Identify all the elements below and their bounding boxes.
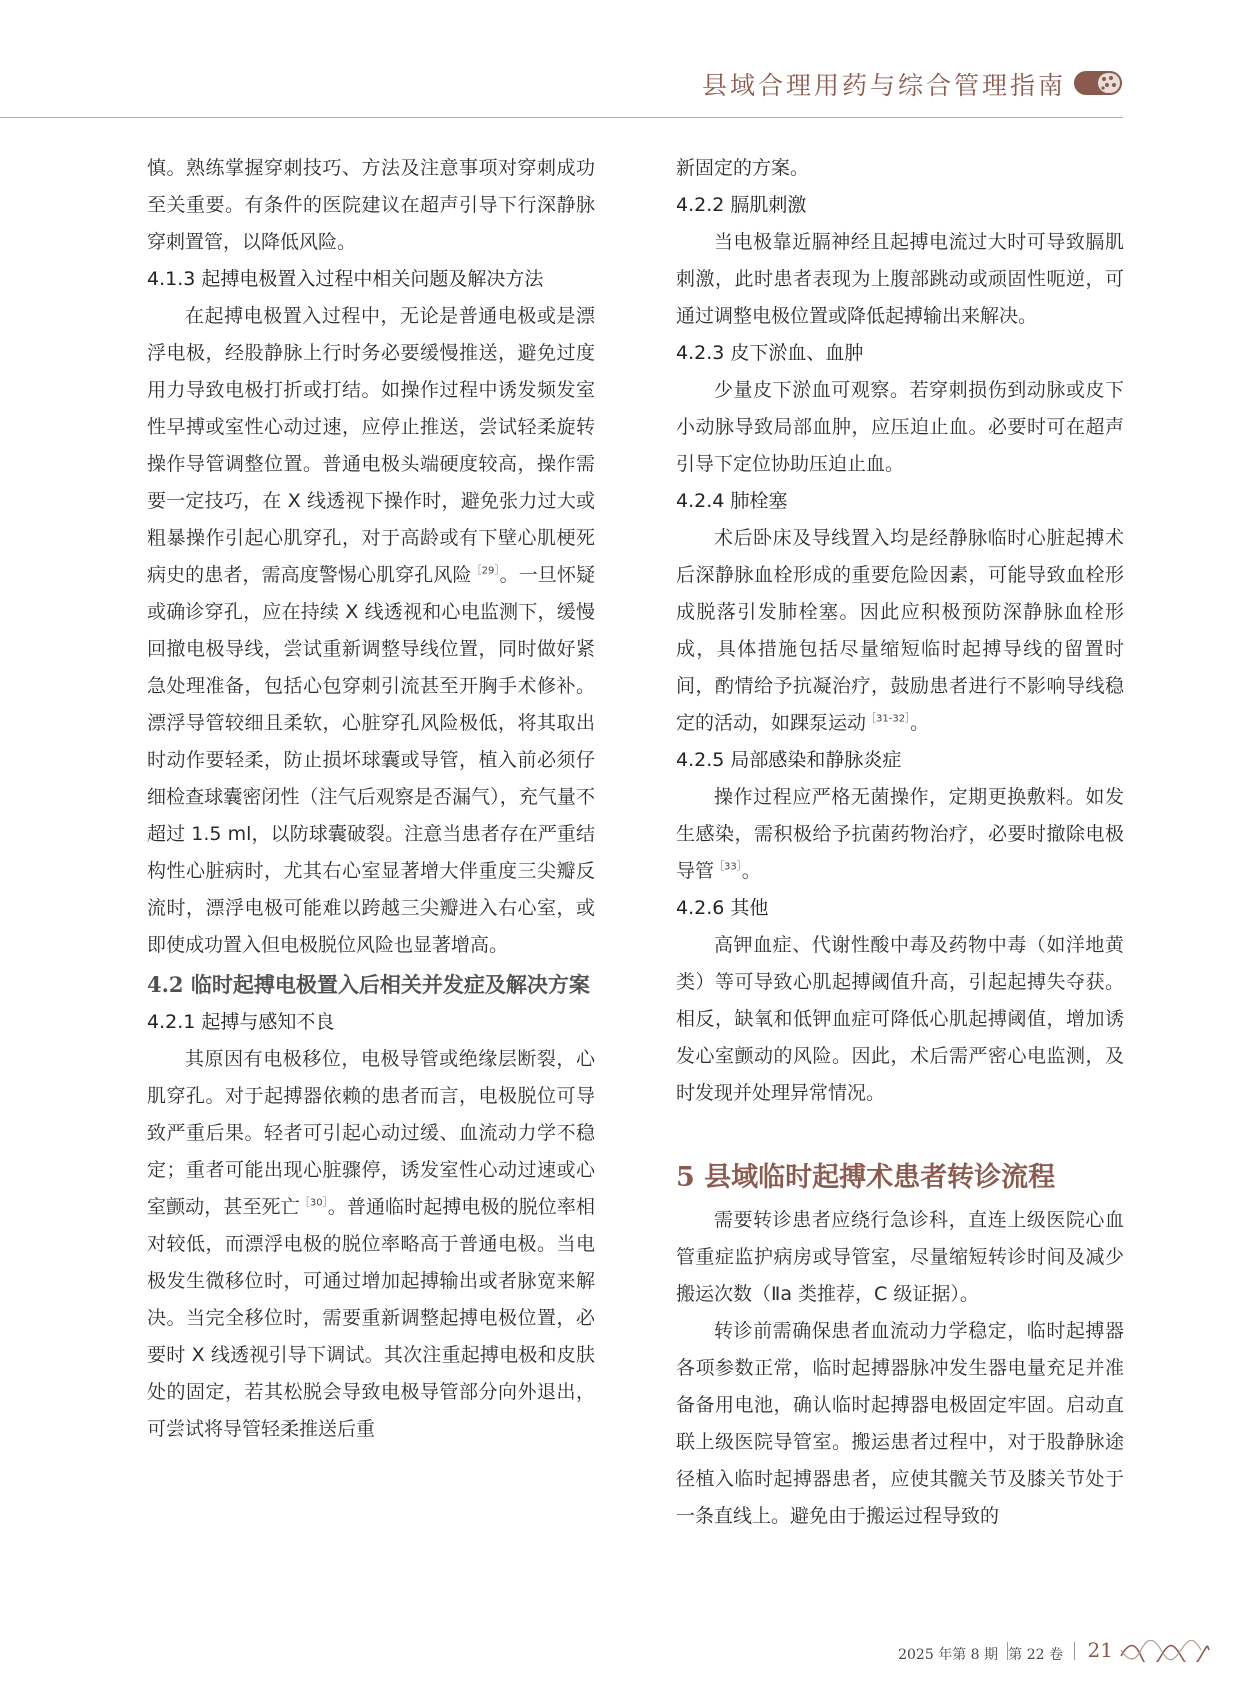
- issue-number: 2025 年第 8 期: [898, 1647, 998, 1663]
- pill-icon: [1073, 68, 1123, 98]
- section-heading-4-2-6: 4.2.6 其他: [676, 897, 769, 919]
- page-number: 21: [1087, 1638, 1113, 1662]
- paragraph: 需要转诊患者应绕行急诊科，直连上级医院心血管重症监护病房或导管室，尽量缩短转诊时间及减少搬运次数（Ⅱa 类推荐，C 级证据）。: [676, 1209, 1124, 1305]
- page-footer: [0, 1638, 1241, 1668]
- citation: ［31-32］: [866, 713, 911, 725]
- citation: ［33］: [714, 861, 742, 873]
- paragraph: 高钾血症、代谢性酸中毒及药物中毒（如洋地黄类）等可导致心肌起搏阈值升高，引起起搏失夺获。相反，缺氧和低钾血症可降低心肌起搏阈值，增加诱发心室颤动的风险。因此，术后需严密心电监测，及时发现并处理异常情况。: [676, 934, 1124, 1104]
- paragraph: 新固定的方案。: [676, 157, 810, 179]
- paragraph: 当电极靠近膈神经且起搏电流过大时可导致膈肌刺激，此时患者表现为上腹部跳动或顽固性呃逆，可通过调整电极位置或降低起搏输出来解决。: [676, 231, 1124, 327]
- paragraph: 少量皮下淤血可观察。若穿刺损伤到动脉或皮下小动脉导致局部血肿，应压迫止血。必要时可在超声引导下定位协助压迫止血。: [676, 379, 1124, 475]
- paragraph: 转诊前需确保患者血流动力学稳定，临时起搏器各项参数正常，临时起搏器脉冲发生器电量充足并准备备用电池，确认临时起搏器电极固定牢固。启动直联上级医院导管室。搬运患者过程中，对于股静脉途径植入临时起搏器患者，应使其髋关节及膝关节处于一条直线上。避免由于搬运过程导致的: [676, 1320, 1124, 1527]
- left-column: [147, 150, 595, 1448]
- section-heading-4-1-3: 4.1.3 起搏电极置入过程中相关问题及解决方法: [147, 268, 544, 290]
- section-heading-4-2-5: 4.2.5 局部感染和静脉炎症: [676, 749, 902, 771]
- journal-section-title: 县域合理用药与综合管理指南: [701, 71, 1066, 100]
- paragraph: 术后卧床及导线置入均是经静脉临时心脏起搏术后深静脉血栓形成的重要危险因素，可能导致血栓形成脱落引发肺栓塞。因此应积极预防深静脉血栓形成，具体措施包括尽量缩短临时起搏导线的留置时间，酌情给予抗凝治疗，鼓励患者进行不影响导线稳定的活动，如踝泵运动$^{[31-32]}$。: [676, 527, 1124, 734]
- section-heading-4-2: 4.2 临时起搏电极置入后相关并发症及解决方案: [147, 972, 590, 997]
- paragraph: 其原因有电极移位，电极导管或绝缘层断裂，心肌穿孔。对于起搏器依赖的患者而言，电极脱位可导致严重后果。轻者可引起心动过缓、血流动力学不稳定；重者可能出现心脏骤停，诱发室性心动过速或心室颤动，甚至死亡$^{[30]}$。普通临时起搏电极的脱位率相对较低，而漂浮电极的脱位率略高于普通电极。当电极发生微移位时，可通过增加起搏输出或者脉宽来解决。当完全移位时，需要重新调整起搏电极位置，必要时 X 线透视引导下调试。其次注重起搏电极和皮肤处的固定，若其松脱会导致电极导管部分向外退出，可尝试将导管轻柔推送后重: [147, 1048, 595, 1440]
- citation: ［30］: [299, 1197, 328, 1209]
- section-heading-4-2-1: 4.2.1 起搏与感知不良: [147, 1011, 335, 1033]
- citation: ［29］: [471, 565, 500, 577]
- right-column: [676, 150, 1124, 1535]
- paragraph: 慎。熟练掌握穿刺技巧、方法及注意事项对穿刺成功至关重要。有条件的医院建议在超声引导下行深静脉穿刺置管，以降低风险。: [147, 157, 595, 253]
- running-header: [0, 0, 1241, 120]
- volume-number: 第 22 卷: [1008, 1647, 1063, 1663]
- footer-divider: [1074, 1642, 1075, 1660]
- paragraph: 在起搏电极置入过程中，无论是普通电极或是漂浮电极，经股静脉上行时务必要缓慢推送，避免过度用力导致电极打折或打结。如操作过程中诱发频发室性早搏或室性心动过速，应停止推送，尝试轻柔旋转操作导管调整位置。普通电极头端硬度较高，操作需要一定技巧，在 X 线透视下操作时，避免张力过大或粗暴操作引起心肌穿孔，对于高龄或有下壁心肌梗死病史的患者，需高度警惕心肌穿孔风险$^{[29]}$。一旦怀疑或确诊穿孔，应在持续 X 线透视和心电监测下，缓慢回撤电极导线，尝试重新调整导线位置，同时做好紧急处理准备，包括心包穿刺引流甚至开胸手术修补。漂浮导管较细且柔软，心脏穿孔风险极低，将其取出时动作要轻柔，防止损坏球囊或导管，植入前必须仔细检查球囊密闭性（注气后观察是否漏气），充气量不超过 1.5 ml，以防球囊破裂。注意当患者存在严重结构性心脏病时，尤其右心室显著增大伴重度三尖瓣反流时，漂浮电极可能难以跨越三尖瓣进入右心室，或即使成功置入但电极脱位风险也显著增高。: [147, 305, 595, 956]
- section-heading-4-2-3: 4.2.3 皮下淤血、血肿: [676, 342, 864, 364]
- section-heading-4-2-2: 4.2.2 膈肌刺激: [676, 194, 807, 216]
- section-heading-4-2-4: 4.2.4 肺栓塞: [676, 490, 788, 512]
- header-divider: [0, 117, 1123, 118]
- paragraph: 操作过程应严格无菌操作，定期更换敷料。如发生感染，需积极给予抗菌药物治疗，必要时撤除电极导管$^{[33]}$。: [676, 786, 1124, 882]
- decorative-wave-icon: [1119, 1640, 1211, 1662]
- section-heading-5: 5 县域临时起搏术患者转诊流程: [676, 1162, 1056, 1193]
